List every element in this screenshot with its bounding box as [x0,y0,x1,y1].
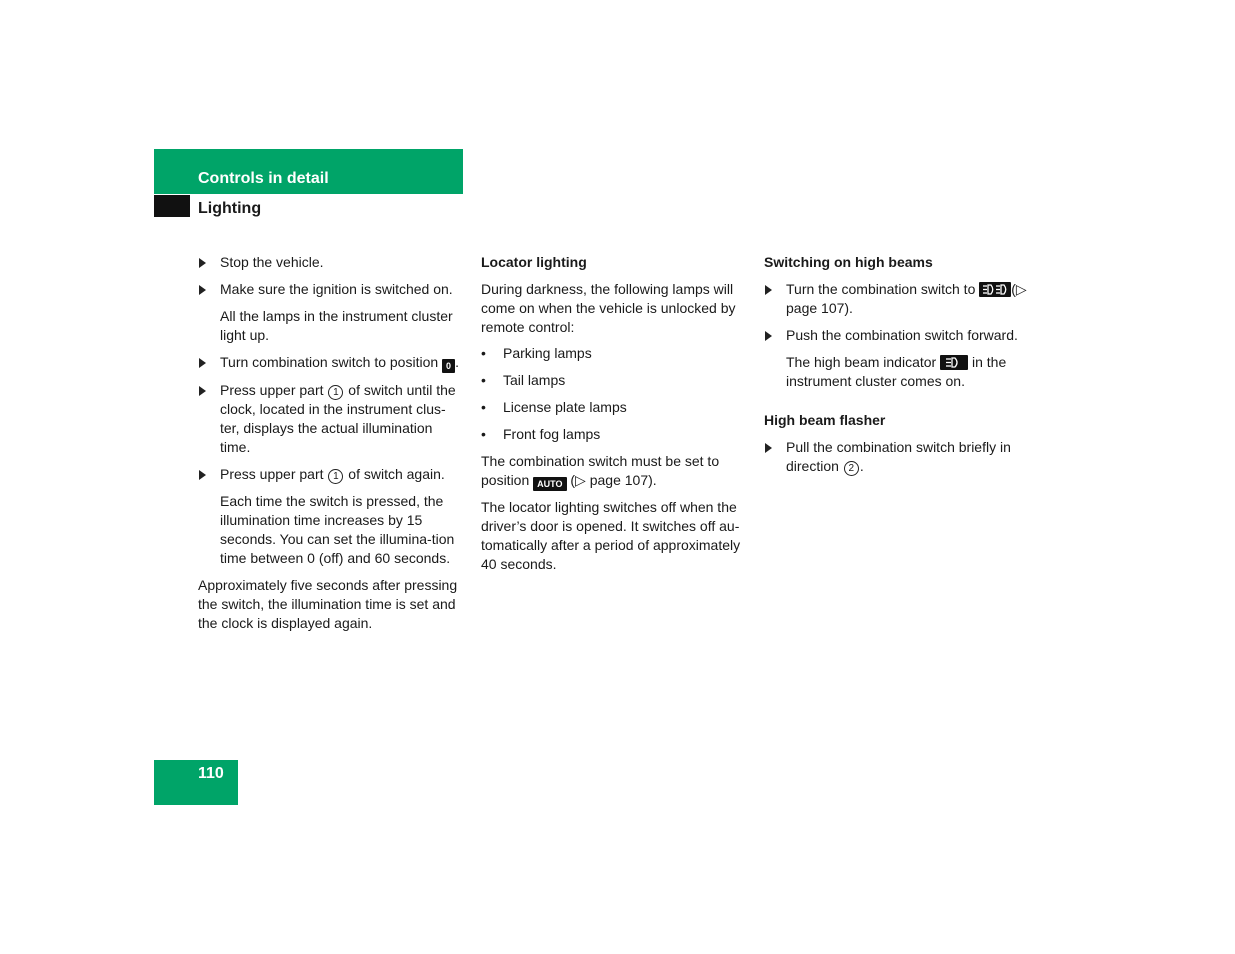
heading-high-beam-flasher: High beam flasher [764,412,886,428]
high-beam-icon [940,355,968,370]
paragraph: During darkness, the following lamps will come on when the vehicle is unlocked by remote control: [481,281,736,335]
reference-number-icon: 1 [328,469,343,484]
reference-number-icon: 2 [844,461,859,476]
section-title: Controls in detail [198,170,329,187]
list-item: • License plate lamps [481,399,627,415]
step-push-switch: Push the combination switch forward. [764,326,1030,345]
bullet-dot: • [481,399,486,415]
arrow-bullet-icon [765,331,772,341]
list-item: • Front fog lamps [481,426,601,442]
step-note: All the lamps in the instrument cluster light up. [220,308,453,343]
paragraph: Approximately five seconds after pressing the switch, the illumination time is set and the clock is displayed again. [198,577,458,631]
list-item: • Tail lamps [481,372,566,388]
page-number: 110 [198,765,224,782]
position-zero-badge: 0 [442,359,455,373]
bullet-dot: • [481,372,486,388]
arrow-bullet-icon [199,258,206,268]
arrow-bullet-icon [765,443,772,453]
step-pull-switch: Pull the combination switch briefly in direction 2 . [764,438,1030,476]
arrow-bullet-icon [199,358,206,368]
arrow-bullet-icon [765,285,772,295]
column-middle [481,253,747,581]
step-stop-vehicle: Stop the vehicle. [198,253,462,272]
page-number-box [154,760,238,805]
step-turn-switch: Turn the combination switch to (▷ page 107). [764,280,1030,318]
subsection-marker [154,195,190,217]
section-header-bar [154,149,463,194]
column-left [198,253,462,640]
heading-high-beams: Switching on high beams [764,254,933,270]
arrow-bullet-icon [199,386,206,396]
position-auto-badge: AUTO [533,477,566,491]
step-note: The high beam indicator in the instrument cluster comes on. [786,354,1007,389]
step-press-upper-part: Press upper part 1 of switch until the clock, located in the instrument clus-ter, displays the actual illumination time. [198,381,462,457]
step-note: Each time the switch is pressed, the illumination time increases by 15 seconds. You can set the illumina-tion time between 0 (off) and 60 seconds. [220,493,455,566]
step-press-again: Press upper part 1 of switch again. [198,465,462,484]
column-right [764,253,1030,484]
paragraph: The locator lighting switches off when the driver’s door is opened. It switches off au-tomatically after a period of approximately 40 seconds. [481,499,741,572]
step-ignition-on: Make sure the ignition is switched on. [198,280,462,299]
paragraph: The combination switch must be set to position AUTO (▷ page 107). [481,453,720,489]
list-item: • Parking lamps [481,345,592,361]
high-beam-switch-icon [979,282,1011,297]
arrow-bullet-icon [199,470,206,480]
bullet-dot: • [481,345,486,361]
subsection-title: Lighting [198,200,262,217]
step-switch-position: Turn combination switch to position 0 . [198,353,462,373]
bullet-dot: • [481,426,486,442]
arrow-bullet-icon [199,285,206,295]
heading-locator-lighting: Locator lighting [481,254,587,270]
reference-number-icon: 1 [328,385,343,400]
